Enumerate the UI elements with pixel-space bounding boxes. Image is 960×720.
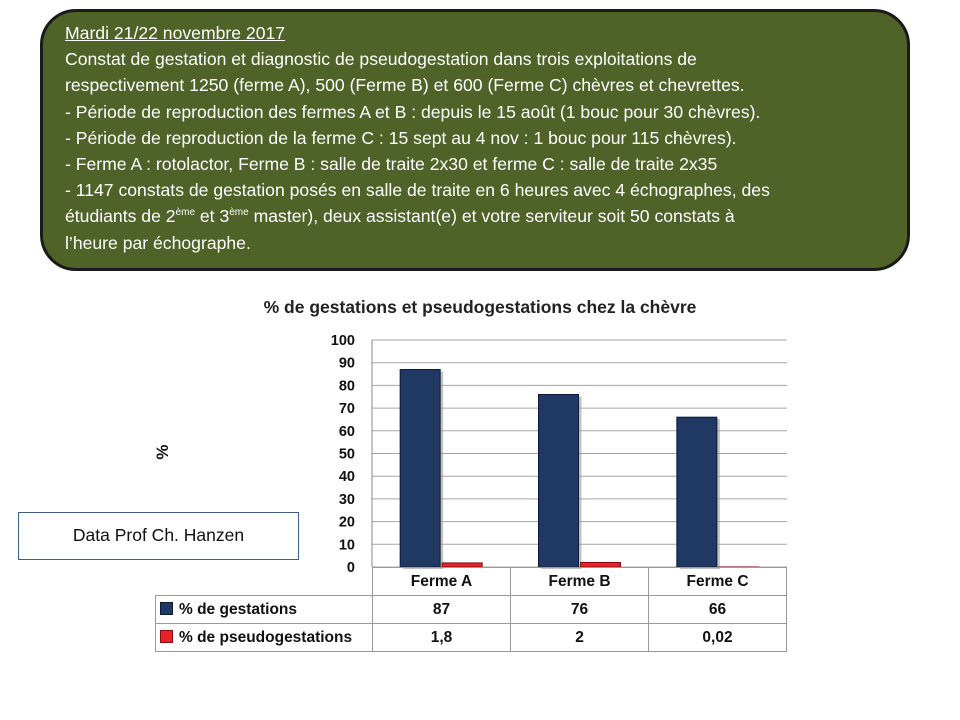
legend-swatch-red-icon: [160, 630, 173, 643]
y-tick-label: 70: [338, 401, 355, 418]
data-credit: Data Prof Ch. Hanzen: [18, 512, 299, 560]
info-line-2: respectivement 1250 (ferme A), 500 (Ferme B) et 600 (Ferme C) chèvres et chevrettes.: [65, 75, 745, 96]
table-cell: 87: [373, 596, 511, 624]
legend-swatch-navy-icon: [160, 602, 173, 615]
info-line-5: - Ferme A : rotolactor, Ferme B : salle de traite 2x30 et ferme C : salle de traite 2x35: [65, 154, 718, 175]
table-corner: [156, 568, 373, 596]
bar-gestations: [400, 370, 440, 567]
info-date: Mardi 21/22 novembre 2017: [65, 23, 286, 43]
info-line-8: l’heure par échographe.: [65, 232, 251, 253]
superscript-eme-2: ème: [229, 206, 249, 218]
table-cell: 76: [511, 596, 649, 624]
info-line-6: - 1147 constats de gestation posés en salle de traite en 6 heures avec 4 échographes, des: [65, 180, 770, 201]
info-line-1: Constat de gestation et diagnostic de pseudogestation dans trois exploitations de: [65, 49, 697, 70]
y-tick-label: 0: [346, 560, 355, 576]
series-name: % de gestations: [179, 600, 297, 618]
table-header-cell: Ferme A: [373, 568, 511, 596]
y-tick-label: 30: [338, 491, 355, 508]
table-header-row: [156, 568, 787, 596]
table-cell: 0,02: [649, 624, 787, 652]
table-row: [156, 624, 787, 652]
table-cell: 1,8: [373, 624, 511, 652]
table-header-cell: Ferme B: [511, 568, 649, 596]
y-tick-label: 50: [338, 446, 355, 463]
y-tick-label: 40: [338, 469, 355, 486]
y-tick-label: 20: [338, 514, 355, 531]
data-table: [155, 567, 787, 652]
y-tick-label: 10: [338, 537, 355, 554]
table-header-cell: Ferme C: [649, 568, 787, 596]
info-line-3: - Période de reproduction des fermes A et B : depuis le 15 août (1 bouc pour 30 chèvres).: [65, 101, 761, 122]
bar-gestations: [677, 417, 717, 567]
chart-title: % de gestations et pseudogestations chez la chèvre: [263, 297, 697, 317]
info-line-7b: et 3: [195, 206, 230, 227]
series-legend-gestations: [156, 596, 373, 624]
y-tick-label: 90: [338, 355, 355, 372]
series-name: % de pseudogestations: [179, 628, 353, 646]
table-cell: 66: [649, 596, 787, 624]
y-tick-label: 60: [338, 423, 355, 440]
y-tick-label: 100: [330, 333, 355, 349]
y-axis-label: %: [153, 444, 172, 460]
info-line-4: - Période de reproduction de la ferme C : 15 sept au 4 nov : 1 bouc pour 115 chèvres).: [65, 127, 737, 148]
table-cell: 2: [511, 624, 649, 652]
table-row: [156, 596, 787, 624]
info-line-7a: étudiants de 2: [65, 206, 176, 227]
bar-gestations: [539, 394, 579, 567]
series-legend-pseudogestations: [156, 624, 373, 652]
superscript-eme-1: ème: [175, 206, 195, 218]
info-line-7c: master), deux assistant(e) et votre serviteur soit 50 constats à: [248, 206, 735, 227]
y-tick-label: 80: [338, 378, 355, 395]
